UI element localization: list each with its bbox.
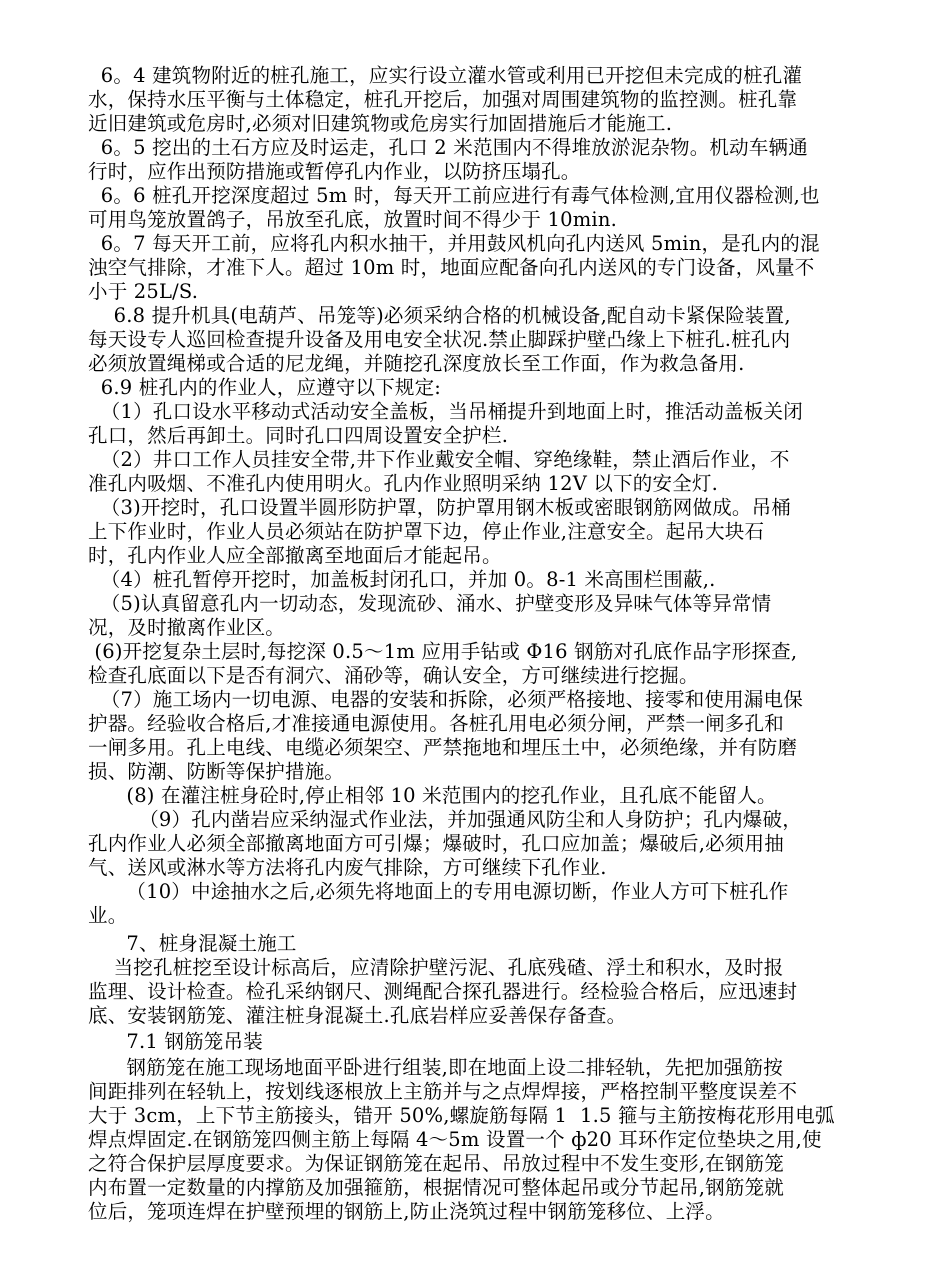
text-line: （2）井口工作人员挂安全带,井下作业戴安全帽、穿绝缘鞋，禁止酒后作业，不 bbox=[88, 448, 790, 471]
text-line: 一闸多用。孔上电线、电缆必须架空、严禁拖地和埋压土中，必须绝缘，并有防磨 bbox=[88, 736, 798, 759]
text-line: 况，及时撤离作业区。 bbox=[88, 616, 286, 639]
text-line: 时，孔内作业人应全部撤离至地面后才能起吊。 bbox=[88, 544, 502, 567]
text-line: （7）施工场内一切电源、电器的安装和拆除，必须严格接地、接零和使用漏电保 bbox=[88, 688, 803, 711]
text-line: 6。5 挖出的土石方应及时运走，孔口 2 米范围内不得堆放淤泥杂物。机动车辆通 bbox=[88, 136, 808, 159]
text-line: 必须放置绳梯或合适的尼龙绳，并随挖孔深度放长至工作面，作为救急备用. bbox=[88, 352, 745, 375]
text-line: 6.8 提升机具(电葫芦、吊笼等)必须采纳合格的机械设备,配自动卡紧保险装置, bbox=[88, 304, 791, 327]
text-line: 焊点焊固定.在钢筋笼四侧主筋上每隔 4～5m 设置一个 ф20 耳环作定位垫块之用,使 bbox=[88, 1128, 822, 1151]
text-line: 浊空气排除，才准下人。超过 10m 时，地面应配备向孔内送风的专门设备，风量不 bbox=[88, 256, 815, 279]
text-line: 监理、设计检查。检孔采纳钢尺、测绳配合探孔器进行。经检验合格后，应迅速封 bbox=[88, 980, 798, 1003]
text-line: （4）桩孔暂停开挖时，加盖板封闭孔口，并加 0。8-1 米高围栏围蔽,. bbox=[88, 568, 716, 591]
text-line: 检查孔底面以下是否有洞穴、涌砂等，确认安全，方可继续进行挖掘。 bbox=[88, 664, 699, 687]
text-line: （1）孔口设水平移动式活动安全盖板，当吊桶提升到地面上时，推活动盖板关闭 bbox=[88, 400, 803, 423]
text-line: 护器。经验收合格后,才准接通电源使用。各桩孔用电必须分闸，严禁一闸多孔和 bbox=[88, 712, 784, 735]
text-line: 孔内作业人必须全部撤离地面方可引爆；爆破时，孔口应加盖；爆破后,必须用抽 bbox=[88, 832, 784, 855]
text-line: 可用鸟笼放置鸽子，吊放至孔底，放置时间不得少于 10min. bbox=[88, 208, 617, 231]
text-line: 底、安装钢筋笼、灌注桩身混凝土.孔底岩样应妥善保存备查。 bbox=[88, 1004, 627, 1027]
text-line: 7.1 钢筋笼吊装 bbox=[88, 1030, 263, 1053]
text-line: 钢筋笼在施工现场地面平卧进行组装,即在地面上设二排轻轨，先把加强筋按 bbox=[88, 1056, 783, 1079]
text-line: 之符合保护层厚度要求。为保证钢筋笼在起吊、吊放过程中不发生变形,在钢筋笼 bbox=[88, 1152, 784, 1175]
text-line: 业。 bbox=[88, 904, 128, 927]
text-line: 当挖孔桩挖至设计标高后，应清除护壁污泥、孔底残碴、浮土和积水，及时报 bbox=[88, 956, 784, 979]
text-line: 6。7 每天开工前，应将孔内积水抽干，并用鼓风机向孔内送风 5min，是孔内的混 bbox=[88, 232, 820, 255]
text-line: 准孔内吸烟、不准孔内使用明火。孔内作业照明采纳 12V 以下的安全灯. bbox=[88, 472, 718, 495]
text-line: 内布置一定数量的内撑筋及加强箍筋，根据情况可整体起吊或分节起吊,钢筋笼就 bbox=[88, 1176, 784, 1199]
text-line: (8) 在灌注桩身砼时,停止相邻 10 米范围内的挖孔作业，且孔底不能留人。 bbox=[88, 784, 777, 807]
text-line: 位后，笼项连焊在护壁预埋的钢筋上,防止浇筑过程中钢筋笼移位、上浮。 bbox=[88, 1200, 725, 1223]
text-line: 每天设专人巡回检查提升设备及用电安全状况.禁止脚踩护壁凸缘上下桩孔.桩孔内 bbox=[88, 328, 791, 351]
text-line: 小于 25L/S. bbox=[88, 280, 199, 303]
text-line: 气、送风或淋水等方法将孔内废气排除，方可继续下孔作业. bbox=[88, 856, 607, 879]
text-line: (6)开挖复杂土层时,每挖深 0.5～1m 应用手钻或 Φ16 钢筋对孔底作品字形探查, bbox=[88, 640, 798, 663]
text-line: 水，保持水压平衡与土体稳定，桩孔开挖后，加强对周围建筑物的监控测。桩孔靠 bbox=[88, 88, 798, 111]
text-line: （3)开挖时，孔口设置半圆形防护罩，防护罩用钢木板或密眼钢筋网做成。吊桶 bbox=[88, 496, 792, 519]
text-line: 孔口，然后再卸土。同时孔口四周设置安全护栏. bbox=[88, 424, 509, 447]
text-line: （5)认真留意孔内一切动态，发现流砂、涌水、护壁变形及异味气体等异常情 bbox=[88, 592, 772, 615]
text-line: 6。6 桩孔开挖深度超过 5m 时，每天开工前应进行有毒气体检测,宜用仪器检测,也 bbox=[88, 184, 820, 207]
text-line: 6。4 建筑物附近的桩孔施工，应实行设立灌水管或利用已开挖但未完成的桩孔灌 bbox=[88, 64, 803, 87]
text-line: 损、防潮、防断等保护措施。 bbox=[88, 760, 345, 783]
text-line: 行时，应作出预防措施或暂停孔内作业，以防挤压塌孔。 bbox=[88, 160, 581, 183]
text-line: 上下作业时，作业人员必须站在防护罩下边，停止作业,注意安全。起吊大块石 bbox=[88, 520, 765, 543]
text-line: 间距排列在轻轨上，按划线逐根放上主筋并与之点焊焊接，严格控制平整度误差不 bbox=[88, 1080, 798, 1103]
text-line: 7、桩身混凝土施工 bbox=[88, 932, 297, 955]
text-line: （10）中途抽水之后,必须先将地面上的专用电源切断，作业人方可下桩孔作 bbox=[88, 880, 789, 903]
text-line: 大于 3cm，上下节主筋接头，错开 50%,螺旋筋每隔 1 1.5 箍与主筋按梅花形用电弧 bbox=[88, 1104, 835, 1127]
text-line: 6.9 桩孔内的作业人，应遵守以下规定: bbox=[88, 376, 442, 399]
text-line: 近旧建筑或危房时,必须对旧建筑物或危房实行加固措施后才能施工. bbox=[88, 112, 673, 135]
text-line: （9）孔内凿岩应采纳湿式作业法，并加强通风防尘和人身防护；孔内爆破， bbox=[88, 808, 802, 831]
